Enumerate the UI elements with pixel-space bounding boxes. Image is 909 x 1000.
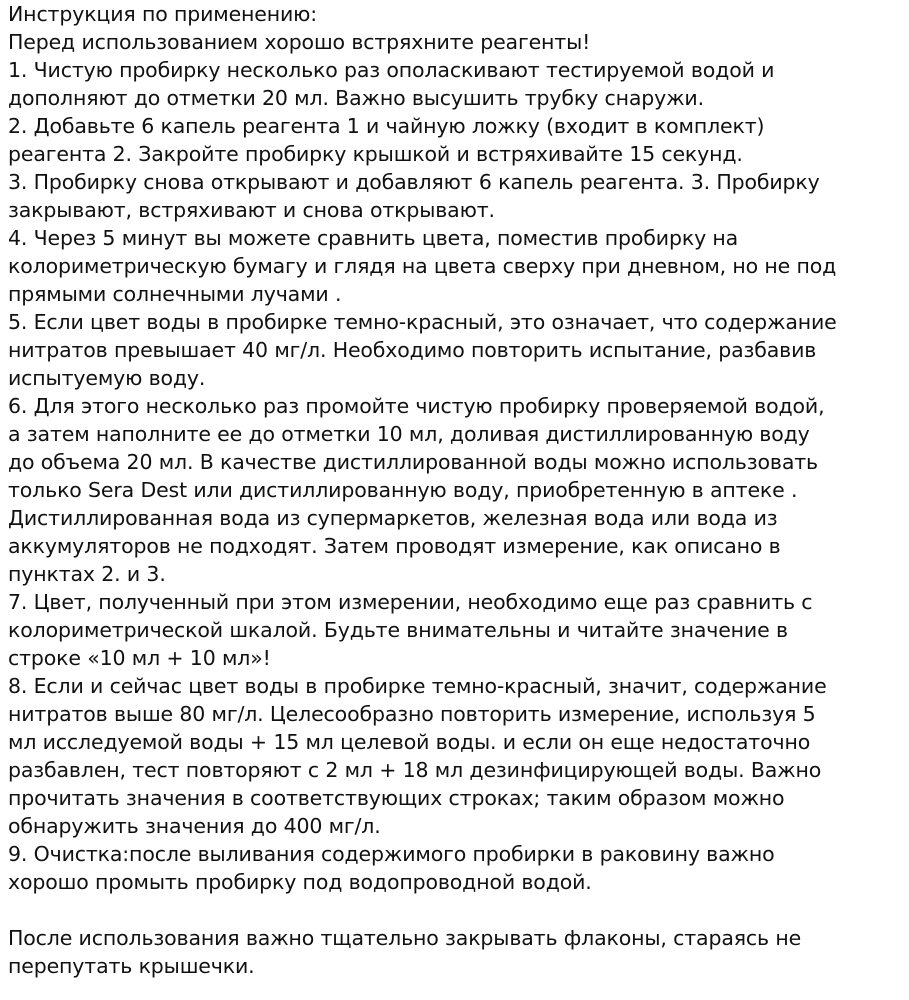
step-line: хорошо промыть пробирку под водопроводной водой. bbox=[8, 870, 592, 894]
step-5 bbox=[8, 308, 905, 392]
step-line: испытуемую воду. bbox=[8, 366, 206, 390]
step-line: дополняют до отметки 20 мл. Важно высушить трубку снаружи. bbox=[8, 86, 704, 110]
step-line: пунктах 2. и 3. bbox=[8, 562, 166, 586]
step-line: мл исследуемой воды + 15 мл целевой воды. и если он еще недостаточно bbox=[8, 730, 811, 754]
step-line: обнаружить значения до 400 мг/л. bbox=[8, 814, 381, 838]
step-line: 8. Если и сейчас цвет воды в пробирке темно-красный, значит, содержание bbox=[8, 674, 827, 698]
step-line: нитратов превышает 40 мг/л. Необходимо повторить испытание, разбавив bbox=[8, 338, 817, 362]
document-title: Инструкция по применению: bbox=[8, 2, 318, 26]
step-line: а затем наполните ее до отметки 10 мл, доливая дистиллированную воду bbox=[8, 422, 810, 446]
step-line: 6. Для этого несколько раз промойте чистую пробирку проверяемой водой, bbox=[8, 394, 825, 418]
step-line: разбавлен, тест повторяют с 2 мл + 18 мл дезинфицирующей воды. Важно bbox=[8, 758, 822, 782]
step-1 bbox=[8, 56, 905, 112]
closing-line: После использования важно тщательно закрывать флаконы, стараясь не bbox=[8, 926, 802, 950]
step-7 bbox=[8, 588, 905, 672]
step-line: аккумуляторов не подходят. Затем проводят измерение, как описано в bbox=[8, 534, 781, 558]
step-line: нитратов выше 80 мг/л. Целесообразно повторить измерение, используя 5 bbox=[8, 702, 816, 726]
closing-line: перепутать крышечки. bbox=[8, 954, 255, 978]
step-line: прочитать значения в соответствующих строках; таким образом можно bbox=[8, 786, 785, 810]
closing-note bbox=[8, 924, 905, 980]
step-line: реагента 2. Закройте пробирку крышкой и встряхивайте 15 секунд. bbox=[8, 142, 743, 166]
step-line: 2. Добавьте 6 капель реагента 1 и чайную ложку (входит в комплект) bbox=[8, 114, 765, 138]
step-4 bbox=[8, 224, 905, 308]
intro-warning: Перед использованием хорошо встряхните реагенты! bbox=[8, 30, 591, 54]
paragraph-gap bbox=[8, 896, 905, 924]
step-line: только Sera Dest или дистиллированную воду, приобретенную в аптеке . bbox=[8, 478, 798, 502]
step-line: Дистиллированная вода из супермаркетов, железная вода или вода из bbox=[8, 506, 778, 530]
step-line: строке «10 мл + 10 мл»! bbox=[8, 646, 271, 670]
step-line: колориметрическую бумагу и глядя на цвета сверху при дневном, но не под bbox=[8, 254, 837, 278]
step-line: прямыми солнечными лучами . bbox=[8, 282, 342, 306]
step-6 bbox=[8, 392, 905, 588]
step-line: до объема 20 мл. В качестве дистиллированной воды можно использовать bbox=[8, 450, 818, 474]
step-line: 1. Чистую пробирку несколько раз ополаскивают тестируемой водой и bbox=[8, 58, 775, 82]
step-line: 7. Цвет, полученный при этом измерении, необходимо еще раз сравнить с bbox=[8, 590, 813, 614]
step-line: 9. Очистка:после выливания содержимого пробирки в раковину важно bbox=[8, 842, 775, 866]
step-line: 5. Если цвет воды в пробирке темно-красный, это означает, что содержание bbox=[8, 310, 837, 334]
step-9 bbox=[8, 840, 905, 896]
step-8 bbox=[8, 672, 905, 840]
step-line: закрывают, встряхивают и снова открывают. bbox=[8, 198, 495, 222]
step-2 bbox=[8, 112, 905, 168]
step-line: 3. Пробирку снова открывают и добавляют 6 капель реагента. 3. Пробирку bbox=[8, 170, 820, 194]
step-3 bbox=[8, 168, 905, 224]
step-line: 4. Через 5 минут вы можете сравнить цвета, поместив пробирку на bbox=[8, 226, 739, 250]
step-line: колориметрической шкалой. Будьте внимательны и читайте значение в bbox=[8, 618, 788, 642]
